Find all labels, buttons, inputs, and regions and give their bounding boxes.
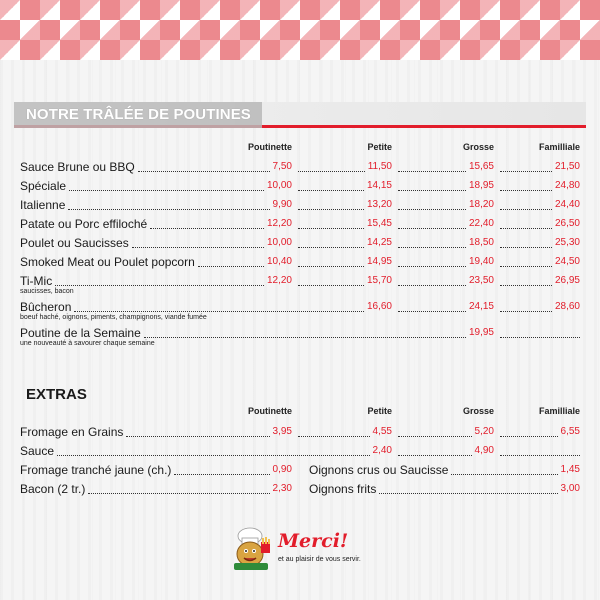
extras-price: 4,90 <box>474 445 494 456</box>
poutines-section-title: NOTRE TRÂLÉE DE POUTINES <box>26 106 251 123</box>
extras-item-name: Oignons frits <box>309 482 377 496</box>
poutine-price: 13,20 <box>366 199 392 210</box>
poutine-price: 19,40 <box>468 256 494 267</box>
poutine-leader-dots <box>74 302 364 312</box>
poutine-item-name: Bûcheron <box>20 300 72 314</box>
poutine-leader-dots <box>150 219 264 229</box>
poutine-price: 10,00 <box>266 180 292 191</box>
poutine-row <box>20 255 580 269</box>
poutines-col-0: Poutinette <box>248 142 292 152</box>
extras-col-0: Poutinette <box>248 406 292 416</box>
poutine-item-description: boeuf haché, oignons, piments, champignons, viande fumée <box>20 314 207 321</box>
merci-tagline: et au plaisir de vous servir. <box>278 556 361 563</box>
poutine-row <box>20 179 580 193</box>
poutine-price: 24,80 <box>554 180 580 191</box>
gingham-banner <box>0 0 600 60</box>
extras-price: 2,40 <box>372 445 392 456</box>
merci-text: Merci! <box>278 530 349 552</box>
extras-col-2: Grosse <box>462 406 494 416</box>
poutine-price: 26,50 <box>554 218 580 229</box>
extras-leader-dots <box>88 484 269 494</box>
poutine-leader-dots <box>69 181 264 191</box>
poutine-row <box>20 236 580 250</box>
poutine-price: 15,65 <box>468 161 494 172</box>
poutine-price: 24,50 <box>554 256 580 267</box>
poutines-col-1: Petite <box>367 142 392 152</box>
extras-price: 1,45 <box>560 464 580 475</box>
poutine-leader-dots <box>68 200 269 210</box>
extras-price: 0,90 <box>272 464 292 475</box>
poutine-leader-dots <box>138 162 270 172</box>
poutine-price: 23,50 <box>468 275 494 286</box>
poutine-price: 18,50 <box>468 237 494 248</box>
poutine-leader-dots <box>500 328 580 338</box>
poutine-leader-dots <box>144 328 466 338</box>
extras-item-name: Bacon (2 tr.) <box>20 482 86 496</box>
extras-item-name: Fromage en Grains <box>20 425 124 439</box>
poutine-row <box>20 217 580 231</box>
extras-leader-dots <box>126 427 269 437</box>
poutine-item-name: Ti-Mic <box>20 274 53 288</box>
poutine-price: 10,40 <box>266 256 292 267</box>
poutine-row <box>20 274 580 295</box>
poutine-item-description: une nouveauté à savourer chaque semaine <box>20 340 155 347</box>
extras-leader-dots <box>500 446 580 456</box>
extras-col-1: Petite <box>367 406 392 416</box>
extras-section-title: EXTRAS <box>26 386 87 403</box>
poutine-price: 9,90 <box>272 199 292 210</box>
poutine-price: 24,40 <box>554 199 580 210</box>
poutines-col-3: Familliale <box>538 142 580 152</box>
poutine-price: 14,15 <box>366 180 392 191</box>
extras-leader-dots <box>57 446 370 456</box>
poutine-row <box>20 160 580 174</box>
extras-item-name: Oignons crus ou Saucisse <box>309 463 449 477</box>
extras-row <box>20 425 580 439</box>
extras-pair-row <box>20 482 580 496</box>
poutine-price: 14,25 <box>366 237 392 248</box>
poutine-price: 16,60 <box>366 301 392 312</box>
poutine-price: 12,20 <box>266 275 292 286</box>
extras-price: 6,55 <box>560 426 580 437</box>
poutine-price: 7,50 <box>272 161 292 172</box>
extras-pair-row <box>20 463 580 477</box>
poutine-price: 22,40 <box>468 218 494 229</box>
poutine-price: 21,50 <box>554 161 580 172</box>
extras-price: 5,20 <box>474 426 494 437</box>
extras-price: 3,00 <box>560 483 580 494</box>
poutine-price: 24,15 <box>468 301 494 312</box>
poutine-leader-dots <box>132 238 264 248</box>
extras-price: 2,30 <box>272 483 292 494</box>
poutine-item-name: Poulet ou Saucisses <box>20 236 129 250</box>
poutine-item-name: Spéciale <box>20 179 67 193</box>
poutine-price: 11,50 <box>367 161 392 172</box>
extras-row <box>20 444 580 458</box>
poutine-price: 18,20 <box>468 199 494 210</box>
poutine-price: 10,00 <box>266 237 292 248</box>
poutine-item-name: Smoked Meat ou Poulet popcorn <box>20 255 195 269</box>
poutine-item-name: Sauce Brune ou BBQ <box>20 160 135 174</box>
poutine-row <box>20 300 580 321</box>
poutine-price: 12,20 <box>266 218 292 229</box>
poutine-price: 26,95 <box>554 275 580 286</box>
poutine-row <box>20 198 580 212</box>
poutine-price: 15,45 <box>366 218 392 229</box>
poutine-item-name: Poutine de la Semaine <box>20 326 141 340</box>
extras-price: 4,55 <box>372 426 392 437</box>
poutine-item-description: saucisses, bacon <box>20 288 74 295</box>
extras-item-name: Sauce <box>20 444 55 458</box>
poutine-price: 18,95 <box>468 180 494 191</box>
poutine-item-name: Italienne <box>20 198 66 212</box>
poutine-item-name: Patate ou Porc effiloché <box>20 217 148 231</box>
poutine-price: 19,95 <box>468 327 494 338</box>
poutine-price: 25,30 <box>554 237 580 248</box>
poutine-price: 15,70 <box>366 275 392 286</box>
chef-potato-logo-icon <box>228 524 278 574</box>
extras-leader-dots <box>379 484 557 494</box>
extras-item-name: Fromage tranché jaune (ch.) <box>20 463 172 477</box>
poutine-price: 14,95 <box>366 256 392 267</box>
poutine-row <box>20 326 580 347</box>
extras-col-3: Familliale <box>538 406 580 416</box>
poutines-col-2: Grosse <box>462 142 494 152</box>
extras-price: 3,95 <box>272 426 292 437</box>
poutine-price: 28,60 <box>554 301 580 312</box>
poutine-leader-dots <box>55 276 264 286</box>
